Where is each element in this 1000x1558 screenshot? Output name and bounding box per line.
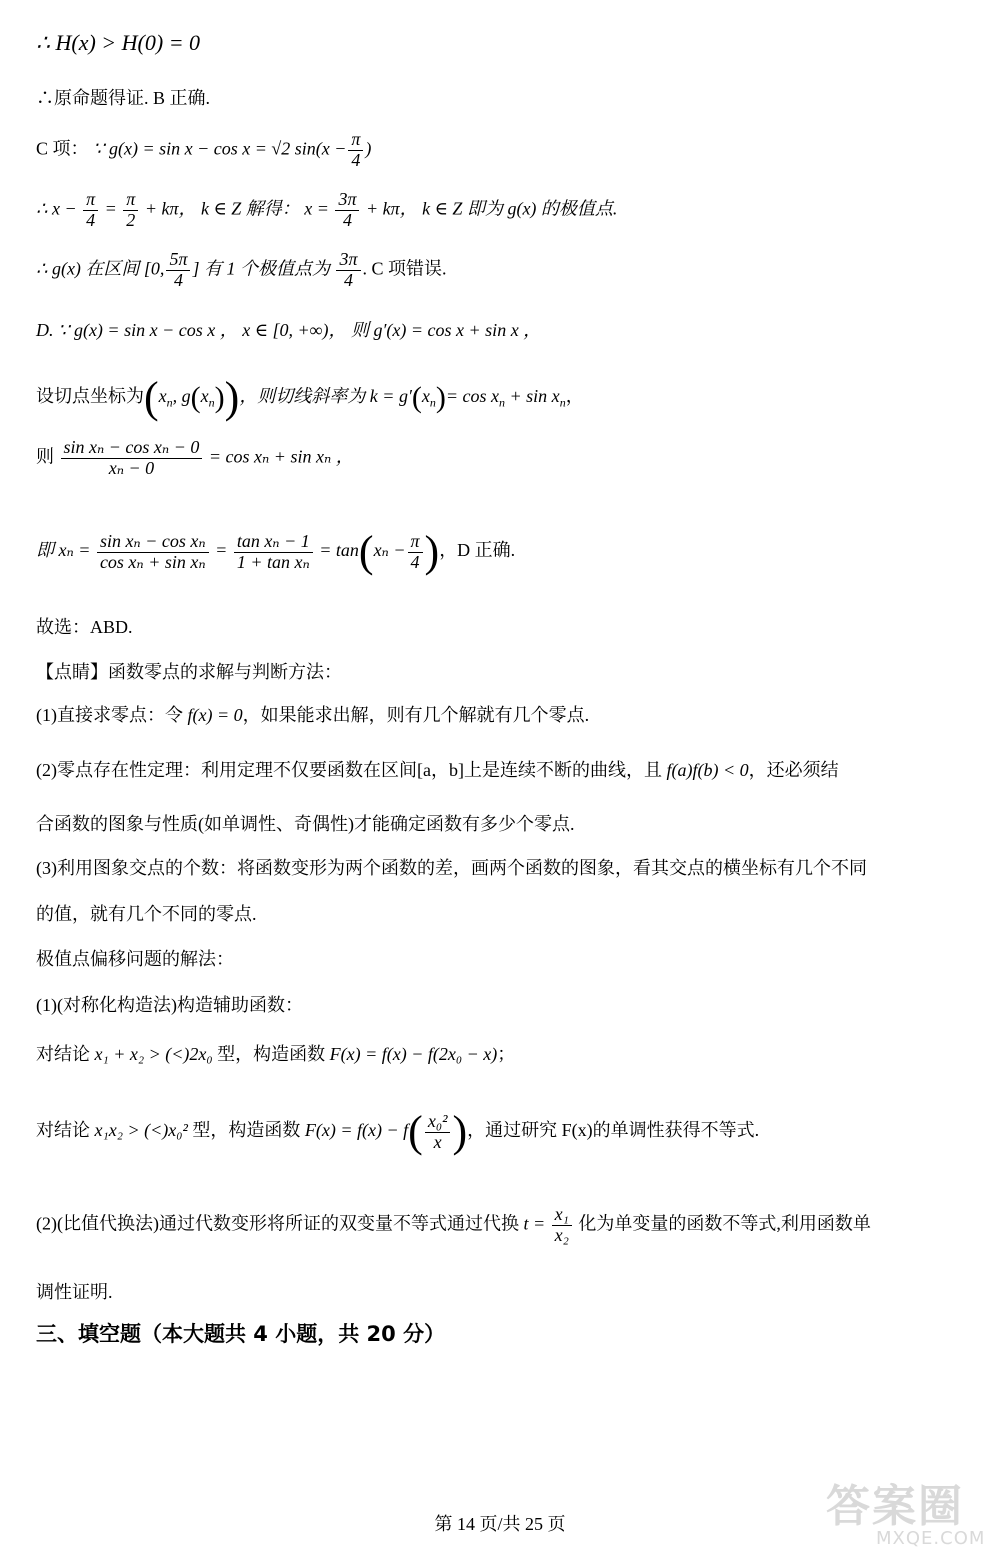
numerator: x₀² — [425, 1112, 451, 1133]
math: f(a)f(b) < 0 — [666, 760, 749, 780]
numerator: 5π — [166, 250, 190, 271]
text: ； — [497, 1044, 516, 1064]
fraction — [425, 1112, 451, 1153]
math: f(x) = 0 — [187, 705, 243, 725]
eq-part: + kπ， k ∈ Z 即为 g(x) 的极值点. — [365, 198, 618, 219]
var: x — [421, 386, 430, 407]
text: = tan — [319, 540, 359, 561]
fraction — [166, 250, 190, 291]
open-paren: ( — [144, 373, 159, 422]
label-c: C 项： — [36, 138, 89, 159]
page-footer: 第 14 页/共 25 页 — [434, 1514, 566, 1534]
denominator: 4 — [86, 209, 96, 230]
section-heading-fill-in: 三、填空题（本大题共 4 小题，共 20 分） — [36, 1322, 446, 1346]
open-paren: ( — [408, 1107, 423, 1156]
proof-conclusion-h: ∴ H(x) > H(0) = 0 — [36, 30, 201, 55]
fraction — [61, 438, 203, 479]
text: (1)直接求零点：令 — [36, 705, 183, 725]
fraction — [83, 190, 98, 231]
fraction-pi-over-4 — [348, 130, 363, 171]
text: (2)(比值代换法)通过代数变形将所证的双变量不等式通过代换 — [36, 1213, 519, 1234]
method-2-continued: 合函数的图象与性质(如单调性、奇偶性)才能确定函数有多少个零点. — [36, 814, 575, 834]
construction-sum — [36, 1044, 515, 1065]
denominator: 4 — [410, 551, 420, 572]
option-c-g-definition — [36, 130, 371, 171]
numerator: π — [408, 532, 423, 553]
text: ，则切线斜率为 k = g′ — [239, 386, 412, 407]
eq-part: . C 项错误. — [362, 258, 447, 279]
math: t = — [523, 1213, 546, 1234]
open-paren: ( — [358, 527, 374, 576]
watermark-url: MXQE.COM — [876, 1528, 986, 1549]
math: x₁ + x₂ > (<)2x₀ — [94, 1044, 213, 1064]
denominator: xₙ − 0 — [108, 457, 155, 478]
denominator: 4 — [351, 149, 361, 170]
text: xₙ − — [373, 540, 406, 561]
text: ，如果能求出解，则有几个解就有几个零点. — [242, 705, 590, 725]
text: 对结论 — [36, 1120, 90, 1141]
numerator: π — [83, 190, 98, 211]
text: 则 — [36, 446, 54, 467]
numerator: x₁ — [552, 1205, 572, 1226]
numerator: π — [348, 130, 363, 151]
text: ，通过研究 F(x)的单调性获得不等式. — [467, 1120, 760, 1141]
extremum-point-equation — [36, 190, 617, 231]
denominator: 4 — [344, 269, 353, 290]
math: x₁x₂ > (<)x₀² — [94, 1120, 188, 1141]
var: x — [200, 386, 209, 407]
ratio-substitution — [36, 1205, 871, 1246]
option-d-derivative: D. ∵ g(x) = sin x − cos x ， x ∈ [0, +∞)， 则 g′(x) = cos x + sin x ， — [36, 320, 542, 340]
close-paren: ) — [452, 1107, 468, 1156]
numerator: sin xₙ − cos xₙ — [97, 532, 209, 553]
denominator: x₂ — [554, 1224, 569, 1245]
text: ， — [565, 386, 584, 407]
text: 型，构造函数 — [217, 1044, 326, 1064]
close-paren: ) — [214, 381, 225, 414]
close-paren: ) — [435, 381, 446, 414]
text: + sin x — [505, 386, 560, 407]
text: 即 xₙ = — [36, 540, 91, 561]
tangent-slope-line: 设切点坐标为($x_n$, $g(x_n)$)，则切线斜率为 $k = g'(x_n)= \cos x_n + \sin x_n$， — [36, 373, 584, 422]
equals: = — [215, 540, 228, 561]
numerator: 3π — [335, 190, 359, 211]
text: ，D 正确. — [439, 540, 516, 561]
numerator: 3π — [336, 250, 360, 271]
ratio-substitution-continued: 调性证明. — [36, 1282, 113, 1302]
text: 型，构造函数 — [192, 1120, 301, 1141]
text: ，还必须结 — [748, 760, 839, 780]
fraction — [335, 190, 359, 231]
g-rewrite: ∵ g(x) = sin x − cos x = √2 sin(x − — [93, 138, 347, 159]
equals: = — [104, 198, 117, 219]
open-paren: ( — [411, 381, 422, 414]
denominator: 2 — [126, 209, 136, 230]
text: 设切点坐标为 — [36, 386, 144, 407]
denominator: cos xₙ + sin xₙ — [99, 551, 206, 572]
method-1 — [36, 705, 589, 726]
numerator: sin xₙ − cos xₙ − 0 — [61, 438, 203, 459]
construction-product — [36, 1107, 760, 1156]
text: = cos xₙ + sin xₙ ， — [208, 446, 354, 467]
var: , g — [172, 386, 191, 407]
eq-part: ] 有 1 个极值点为 — [192, 258, 330, 279]
math: F(x) = f(x) − f(2x₀ − x) — [329, 1044, 498, 1064]
text: (2)零点存在性定理：利用定理不仅要函数在区间[a，b]上是连续不断的曲线，且 — [36, 760, 662, 780]
fraction — [97, 532, 209, 573]
offset-problem-heading: 极值点偏移问题的解法： — [36, 949, 234, 969]
numerator: π — [123, 190, 138, 211]
denominator: 4 — [173, 269, 183, 290]
close-paren: ) — [365, 138, 372, 159]
method-2 — [36, 760, 839, 781]
fraction — [552, 1205, 572, 1246]
open-paren: ( — [190, 381, 201, 414]
fraction — [336, 250, 360, 291]
method-3-continued: 的值，就有几个不同的零点. — [36, 904, 257, 924]
text: 化为单变量的函数不等式,利用函数单 — [578, 1213, 871, 1234]
answer-selection: 故选：ABD. — [36, 617, 133, 637]
method-3: (3)利用图象交点的个数：将函数变形为两个函数的差，画两个函数的图象，看其交点的横坐标有几个不同 — [36, 858, 867, 878]
fraction — [234, 532, 313, 573]
extremum-interval-statement — [36, 250, 447, 291]
numerator: tan xₙ − 1 — [234, 532, 313, 553]
eq-part: ∴ x − — [36, 198, 77, 219]
var: x — [158, 386, 167, 407]
denominator: 4 — [342, 209, 352, 230]
text: 对结论 — [36, 1044, 90, 1064]
fraction — [408, 532, 423, 573]
math: F(x) = f(x) − f — [304, 1120, 409, 1141]
symmetric-construction: (1)(对称化构造法)构造辅助函数： — [36, 995, 303, 1015]
eq-part: + kπ， k ∈ Z 解得： x = — [144, 198, 329, 219]
option-b-conclusion: ∴原命题得证. B 正确. — [36, 88, 211, 108]
slope-equation — [36, 438, 354, 479]
eq-part: ∴ g(x) 在区间 [0, — [36, 258, 165, 279]
denominator: 1 + tan xₙ — [236, 551, 310, 572]
text: = cos x — [445, 386, 500, 407]
fraction — [123, 190, 138, 231]
tip-heading: 【点睛】函数零点的求解与判断方法： — [36, 662, 342, 682]
watermark-text: 答案圈 — [826, 1481, 964, 1532]
close-paren: ) — [424, 527, 440, 576]
denominator: x — [433, 1131, 442, 1152]
close-paren: ) — [224, 373, 240, 422]
tan-identity-line — [36, 527, 516, 576]
